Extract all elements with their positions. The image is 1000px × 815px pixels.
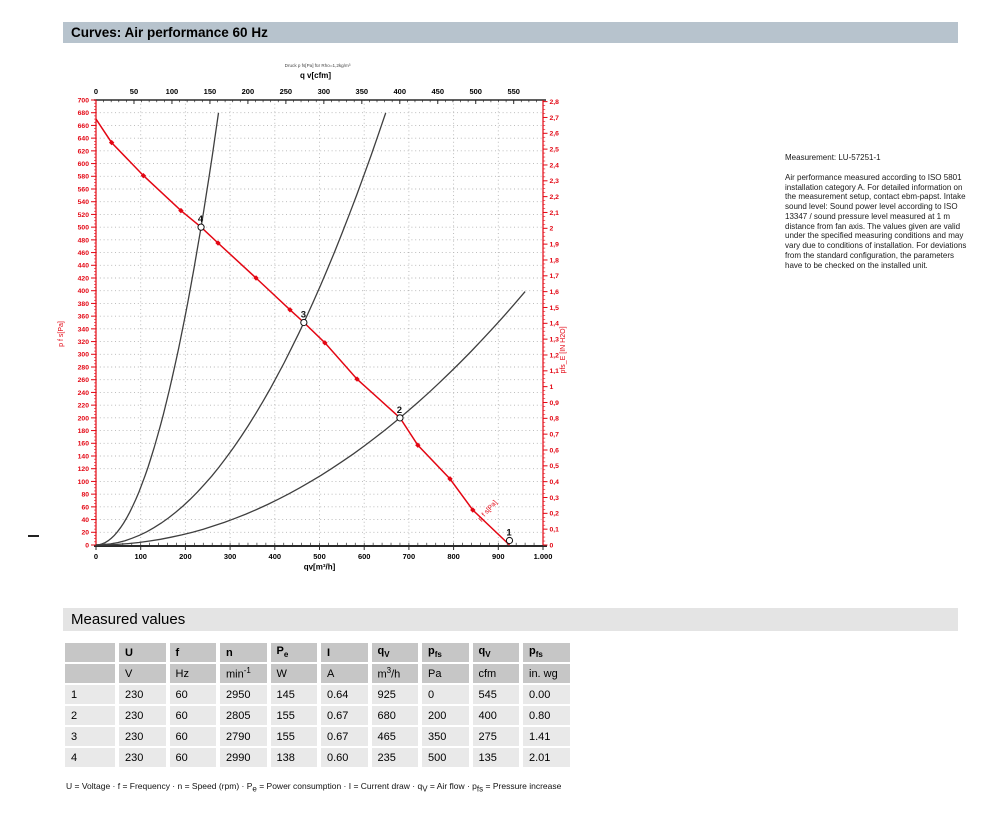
operating-point-label: 4 xyxy=(197,214,204,226)
table-header-cell: $p_{fs}$ xyxy=(422,643,469,662)
svg-text:300: 300 xyxy=(223,552,237,561)
svg-text:420: 420 xyxy=(77,275,89,283)
table-cell: 400 xyxy=(473,706,520,725)
svg-text:20: 20 xyxy=(81,529,89,537)
table-unit-cell: $\min^{-1}$ xyxy=(220,664,267,683)
svg-text:0: 0 xyxy=(85,542,89,550)
svg-text:300: 300 xyxy=(77,351,89,359)
svg-text:200: 200 xyxy=(241,87,255,96)
svg-text:320: 320 xyxy=(77,338,89,346)
section-title-bar xyxy=(63,22,958,43)
svg-text:1,2: 1,2 xyxy=(549,352,559,360)
table-row xyxy=(65,748,570,767)
svg-text:50: 50 xyxy=(129,87,139,96)
svg-text:500: 500 xyxy=(77,224,89,232)
table-cell: 155 xyxy=(271,706,318,725)
svg-text:0,4: 0,4 xyxy=(549,479,559,487)
table-cell: 0.00 xyxy=(523,685,570,704)
table-cell: 0.67 xyxy=(321,727,368,746)
operating-point-label: 2 xyxy=(396,404,403,416)
table-cell: 0.64 xyxy=(321,685,368,704)
table-cell: 545 xyxy=(473,685,520,704)
svg-text:2,7: 2,7 xyxy=(549,114,559,122)
svg-text:q v[cfm]: q v[cfm] xyxy=(299,71,332,80)
svg-text:580: 580 xyxy=(77,173,89,181)
svg-text:pfs_E [IN H2O]: pfs_E [IN H2O] xyxy=(560,326,567,374)
axis-right-inwg xyxy=(543,99,567,549)
measured-values-title: Measured values xyxy=(71,611,186,628)
svg-text:1,9: 1,9 xyxy=(549,241,559,249)
svg-text:520: 520 xyxy=(77,211,89,219)
svg-text:480: 480 xyxy=(77,237,89,245)
svg-text:2: 2 xyxy=(549,225,554,233)
axis-left-pa xyxy=(58,97,96,549)
svg-text:p f s[Pa]: p f s[Pa] xyxy=(58,321,65,347)
svg-text:200: 200 xyxy=(179,552,192,561)
svg-text:500: 500 xyxy=(313,552,326,561)
table-cell: 275 xyxy=(473,727,520,746)
table-cell: 60 xyxy=(170,748,217,767)
table-cell: 1.41 xyxy=(523,727,570,746)
measurement-id: Measurement: LU-57251-1 xyxy=(785,153,881,162)
svg-text:700: 700 xyxy=(77,97,89,105)
svg-text:1,3: 1,3 xyxy=(549,336,559,344)
table-header-cell: n xyxy=(220,643,267,662)
svg-text:260: 260 xyxy=(77,377,89,385)
table-unit-cell: Hz xyxy=(170,664,217,683)
table-cell: 138 xyxy=(271,748,318,767)
svg-text:1,4: 1,4 xyxy=(549,320,559,328)
margin-dash xyxy=(28,535,39,537)
svg-text:0: 0 xyxy=(549,542,554,550)
axis-top-cfm xyxy=(94,63,546,104)
svg-text:0: 0 xyxy=(93,87,99,96)
svg-text:240: 240 xyxy=(77,389,89,397)
svg-text:1,1: 1,1 xyxy=(549,368,559,376)
svg-text:440: 440 xyxy=(77,262,89,270)
table-cell: 1 xyxy=(65,685,115,704)
svg-text:550: 550 xyxy=(507,87,520,96)
svg-text:2,1: 2,1 xyxy=(549,209,559,217)
svg-text:1,7: 1,7 xyxy=(549,273,559,281)
svg-text:250: 250 xyxy=(279,87,293,96)
svg-text:400: 400 xyxy=(393,87,407,96)
svg-text:640: 640 xyxy=(77,135,89,143)
table-cell: 230 xyxy=(119,706,166,725)
table-cell: 0 xyxy=(422,685,469,704)
svg-text:40: 40 xyxy=(81,516,89,524)
table-cell: 145 xyxy=(271,685,318,704)
measured-values-table xyxy=(61,641,574,769)
svg-text:2,4: 2,4 xyxy=(549,162,559,170)
svg-text:0,6: 0,6 xyxy=(549,447,559,455)
table-unit-cell: V xyxy=(119,664,166,683)
table-cell: 155 xyxy=(271,727,318,746)
table-cell: 200 xyxy=(422,706,469,725)
svg-text:280: 280 xyxy=(77,364,89,372)
svg-text:100: 100 xyxy=(77,478,89,486)
svg-text:380: 380 xyxy=(77,300,89,308)
svg-text:450: 450 xyxy=(431,87,445,96)
table-unit-cell: W xyxy=(271,664,318,683)
svg-text:340: 340 xyxy=(77,326,89,334)
svg-text:350: 350 xyxy=(355,87,369,96)
table-row xyxy=(65,727,570,746)
svg-text:0,9: 0,9 xyxy=(549,399,559,407)
svg-text:700: 700 xyxy=(402,552,416,561)
svg-text:400: 400 xyxy=(77,288,89,296)
table-header-cell: U xyxy=(119,643,166,662)
svg-text:460: 460 xyxy=(77,249,89,257)
svg-text:0,1: 0,1 xyxy=(549,526,559,534)
svg-text:620: 620 xyxy=(77,148,89,156)
svg-text:800: 800 xyxy=(447,552,460,561)
svg-text:180: 180 xyxy=(77,427,89,435)
table-cell: 0.67 xyxy=(321,706,368,725)
table-header-cell xyxy=(65,643,115,662)
svg-text:1.000: 1.000 xyxy=(533,552,553,561)
table-cell: 925 xyxy=(372,685,419,704)
svg-text:2,6: 2,6 xyxy=(549,130,559,138)
table-cell: 680 xyxy=(372,706,419,725)
table-cell: 0.80 xyxy=(523,706,570,725)
svg-text:600: 600 xyxy=(357,552,371,561)
table-cell: 3 xyxy=(65,727,115,746)
svg-text:140: 140 xyxy=(77,453,89,461)
svg-text:120: 120 xyxy=(77,466,89,474)
table-legend: U = Voltage · f = Frequency · n = Speed $(rpm) \cdot P_e$ = Power consumption · I = Current draw · $q_V$ = Air flow · $p_{fs}$ = Pressure increase xyxy=(66,781,562,794)
svg-text:360: 360 xyxy=(77,313,89,321)
svg-text:200: 200 xyxy=(77,415,89,423)
table-cell: 2790 xyxy=(220,727,267,746)
svg-text:0,8: 0,8 xyxy=(549,415,559,423)
operating-point-label: 1 xyxy=(506,527,512,539)
svg-text:60: 60 xyxy=(81,504,89,512)
table-cell: 60 xyxy=(170,706,217,725)
table-cell: 2.01 xyxy=(523,748,570,767)
svg-text:540: 540 xyxy=(77,199,89,207)
table-cell: 2 xyxy=(65,706,115,725)
air-performance-chart xyxy=(0,0,650,600)
table-header-cell: $p_{fs}$ xyxy=(523,643,570,662)
table-cell: 2950 xyxy=(220,685,267,704)
table-unit-cell: in. wg xyxy=(523,664,570,683)
table-cell: 2990 xyxy=(220,748,267,767)
svg-text:0,7: 0,7 xyxy=(549,431,559,439)
table-cell: 2805 xyxy=(220,706,267,725)
table-cell: 135 xyxy=(473,748,520,767)
table-cell: 230 xyxy=(119,685,166,704)
table-header-cell: $P_e$ xyxy=(271,643,318,662)
table-cell: 500 xyxy=(422,748,469,767)
table-unit-cell xyxy=(65,664,115,683)
svg-text:1,6: 1,6 xyxy=(549,289,559,297)
svg-text:qv[m³/h]: qv[m³/h] xyxy=(303,562,336,572)
measurement-body: Air performance measured according to ISO 5801 installation category A. For detailed information on the measurement setup, contact ebm-papst. Intake sound level: Sound power level according to ISO 13347 / sound pressure level measured at 1 m distance from fan axis. The values given are valid under the specified measuring conditions and may vary due to conditions of installation. For deviations from the standard configuration, the parameters have to be checked on the installed unit. xyxy=(785,172,967,270)
table-unit-cell: cfm xyxy=(473,664,520,683)
table-row xyxy=(65,706,570,725)
svg-text:2,3: 2,3 xyxy=(549,178,559,186)
table-cell: 4 xyxy=(65,748,115,767)
svg-text:100: 100 xyxy=(134,552,147,561)
svg-text:560: 560 xyxy=(77,186,89,194)
table-row xyxy=(65,685,570,704)
svg-text:600: 600 xyxy=(77,160,89,168)
svg-text:100: 100 xyxy=(165,87,179,96)
chart-grid xyxy=(96,100,543,545)
table-header-cell: I xyxy=(321,643,368,662)
table-cell: 60 xyxy=(170,727,217,746)
table-cell: 230 xyxy=(119,727,166,746)
table-unit-cell: Pa xyxy=(422,664,469,683)
table-cell: 60 xyxy=(170,685,217,704)
svg-text:220: 220 xyxy=(77,402,89,410)
axis-bottom-m3h xyxy=(94,543,552,572)
measured-values-bar xyxy=(63,608,958,631)
svg-text:0,5: 0,5 xyxy=(549,463,559,471)
svg-text:2,8: 2,8 xyxy=(549,99,559,107)
svg-text:1,8: 1,8 xyxy=(549,257,559,265)
page-title: Curves: Air performance 60 Hz xyxy=(71,25,268,40)
svg-text:300: 300 xyxy=(317,87,331,96)
svg-text:1,5: 1,5 xyxy=(549,304,559,312)
svg-text:0: 0 xyxy=(93,552,99,561)
svg-text:p f s[Pa]: p f s[Pa] xyxy=(476,499,499,523)
svg-text:1: 1 xyxy=(549,384,554,392)
svg-text:900: 900 xyxy=(492,552,505,561)
svg-text:Druck p fs[Pa] für Rho=1,2kg/m: Druck p fs[Pa] für Rho=1,2kg/m³ xyxy=(284,63,351,68)
svg-text:2,5: 2,5 xyxy=(549,146,559,154)
operating-point-label: 3 xyxy=(300,309,307,321)
table-cell: 0.60 xyxy=(321,748,368,767)
table-header-cell: $q_V$ xyxy=(372,643,419,662)
fan-curve xyxy=(96,119,510,545)
svg-text:2,2: 2,2 xyxy=(549,194,559,202)
svg-text:80: 80 xyxy=(81,491,89,499)
table-cell: 465 xyxy=(372,727,419,746)
table-cell: 350 xyxy=(422,727,469,746)
table-header-cell: $q_V$ xyxy=(473,643,520,662)
svg-text:500: 500 xyxy=(469,87,482,96)
svg-text:160: 160 xyxy=(77,440,89,448)
table-cell: 230 xyxy=(119,748,166,767)
svg-text:0,2: 0,2 xyxy=(549,510,559,518)
svg-text:660: 660 xyxy=(77,122,89,130)
table-cell: 235 xyxy=(372,748,419,767)
table-unit-cell: A xyxy=(321,664,368,683)
table-unit-cell: $m^3/h$ xyxy=(372,664,419,683)
svg-text:680: 680 xyxy=(77,110,89,118)
measurement-note xyxy=(785,153,967,270)
svg-text:150: 150 xyxy=(203,87,217,96)
svg-text:0,3: 0,3 xyxy=(549,494,559,502)
table-header-cell: f xyxy=(170,643,217,662)
svg-text:400: 400 xyxy=(268,552,282,561)
